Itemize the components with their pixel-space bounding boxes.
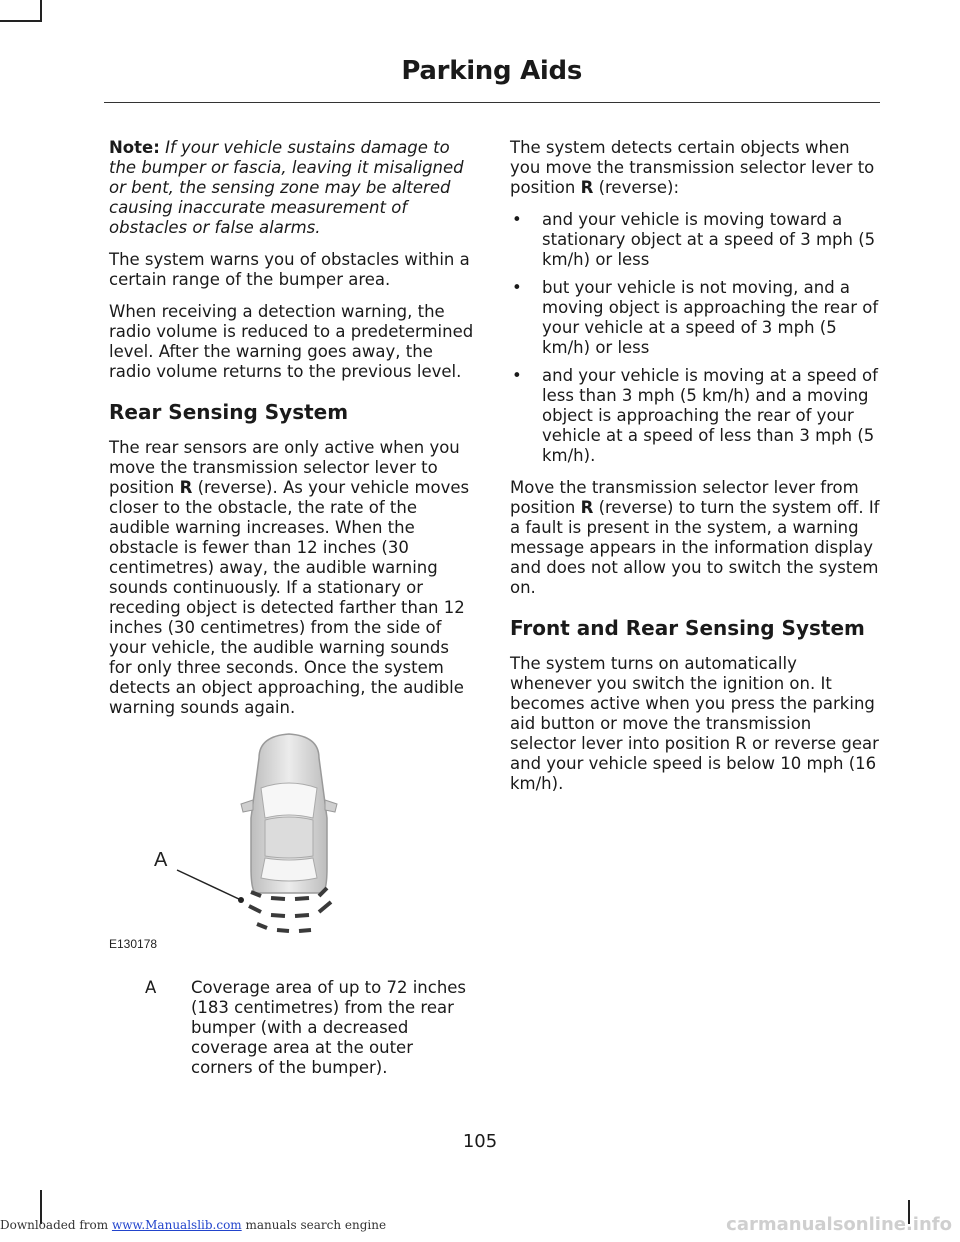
watermark: carmanualsonline.info	[726, 1214, 952, 1235]
header-divider	[104, 102, 880, 103]
legend-description: Coverage area of up to 72 inches (183 centimetres) from the rear bumper (with a decreased coverage area at the outer corners of the bumper).	[191, 978, 467, 1077]
right-column	[510, 138, 880, 806]
manualslib-link[interactable]: www.Manualslib.com	[111, 1218, 242, 1232]
condition-list	[510, 210, 880, 466]
callout-label: A	[154, 849, 168, 871]
list-item-text: and your vehicle is moving toward a stationary object at a speed of 3 mph (5 km/h) or less	[542, 210, 876, 269]
callout-leader-line	[177, 870, 241, 900]
download-footer	[0, 1218, 386, 1232]
text-run: The system detects certain objects when you move the transmission selector lever to position	[510, 138, 875, 197]
bullet-icon: •	[512, 366, 522, 385]
text-run: (reverse). As your vehicle moves closer to the obstacle, the rate of the audible warning increases. When the obstacle is fewer than 12 inches (30 centimetres) away, the audible warning sounds continuously. If a stationary or receding object is detected farther than 12 inches (30 centimetres) from the side of your vehicle, the audible warning sounds for only three seconds. Once the system detects an object approaching, the audible warning sounds again.	[109, 478, 470, 717]
note-text: If your vehicle sustains damage to the bumper or fascia, leaving it misaligned or bent, the sensing zone may be altered causing inaccurate measurement of obstacles or false alarms.	[109, 138, 464, 237]
note-paragraph	[109, 138, 475, 238]
bullet-icon: •	[512, 210, 522, 229]
paragraph	[109, 438, 475, 718]
paragraph	[510, 478, 880, 598]
footer-suffix: manuals search engine	[241, 1218, 387, 1232]
text-run: (reverse) to turn the system off. If a fault is present in the system, a warning message appears in the information display and does not allow you to switch the system on.	[510, 498, 880, 597]
figure-legend	[109, 978, 475, 1078]
list-item	[510, 366, 880, 466]
page-title: Parking Aids	[401, 56, 582, 86]
paragraph: When receiving a detection warning, the radio volume is reduced to a predetermined level. After the warning goes away, the radio volume returns to the previous level.	[109, 302, 474, 381]
gear-letter: R	[580, 498, 594, 517]
sensor-zone-arcs	[249, 888, 331, 931]
crop-mark	[40, 0, 42, 22]
car-top-view-illustration	[109, 728, 469, 958]
crop-mark	[0, 20, 42, 22]
bullet-icon: •	[512, 278, 522, 297]
list-item-text: and your vehicle is moving at a speed of less than 3 mph (5 km/h) and a moving object is approaching the rear of your vehicle at a speed of less than 3 mph (5 km/h).	[542, 366, 878, 465]
paragraph	[510, 138, 880, 198]
list-item	[510, 278, 880, 358]
gear-letter: R	[580, 178, 594, 197]
left-column	[109, 138, 475, 730]
text-run: (reverse):	[593, 178, 680, 197]
callout-dot	[238, 897, 244, 903]
footer-prefix: Downloaded from	[0, 1218, 112, 1232]
list-item-text: but your vehicle is not moving, and a moving object is approaching the rear of your vehicle at a speed of 3 mph (5 km/h) or less	[542, 278, 879, 357]
rear-sensor-diagram	[109, 728, 469, 958]
list-item	[510, 210, 880, 270]
text-run: Move the transmission selector lever from position	[510, 478, 859, 517]
gear-letter: R	[179, 478, 193, 497]
section-heading-front-rear-sensing: Front and Rear Sensing System	[510, 616, 865, 640]
paragraph: The system turns on automatically whenever you switch the ignition on. It becomes active when you press the parking aid button or move the transmission selector lever into position R or reverse gear and your vehicle speed is below 10 mph (16 km/h).	[510, 654, 879, 793]
note-label: Note:	[109, 138, 160, 157]
page-number: 105	[462, 1131, 498, 1152]
legend-key: A	[145, 978, 157, 997]
paragraph: The system warns you of obstacles within a certain range of the bumper area.	[109, 250, 470, 289]
section-heading-rear-sensing: Rear Sensing System	[109, 400, 349, 424]
text-run: The rear sensors are only active when you move the transmission selector lever to position	[109, 438, 460, 497]
figure-code: E130178	[109, 937, 158, 951]
